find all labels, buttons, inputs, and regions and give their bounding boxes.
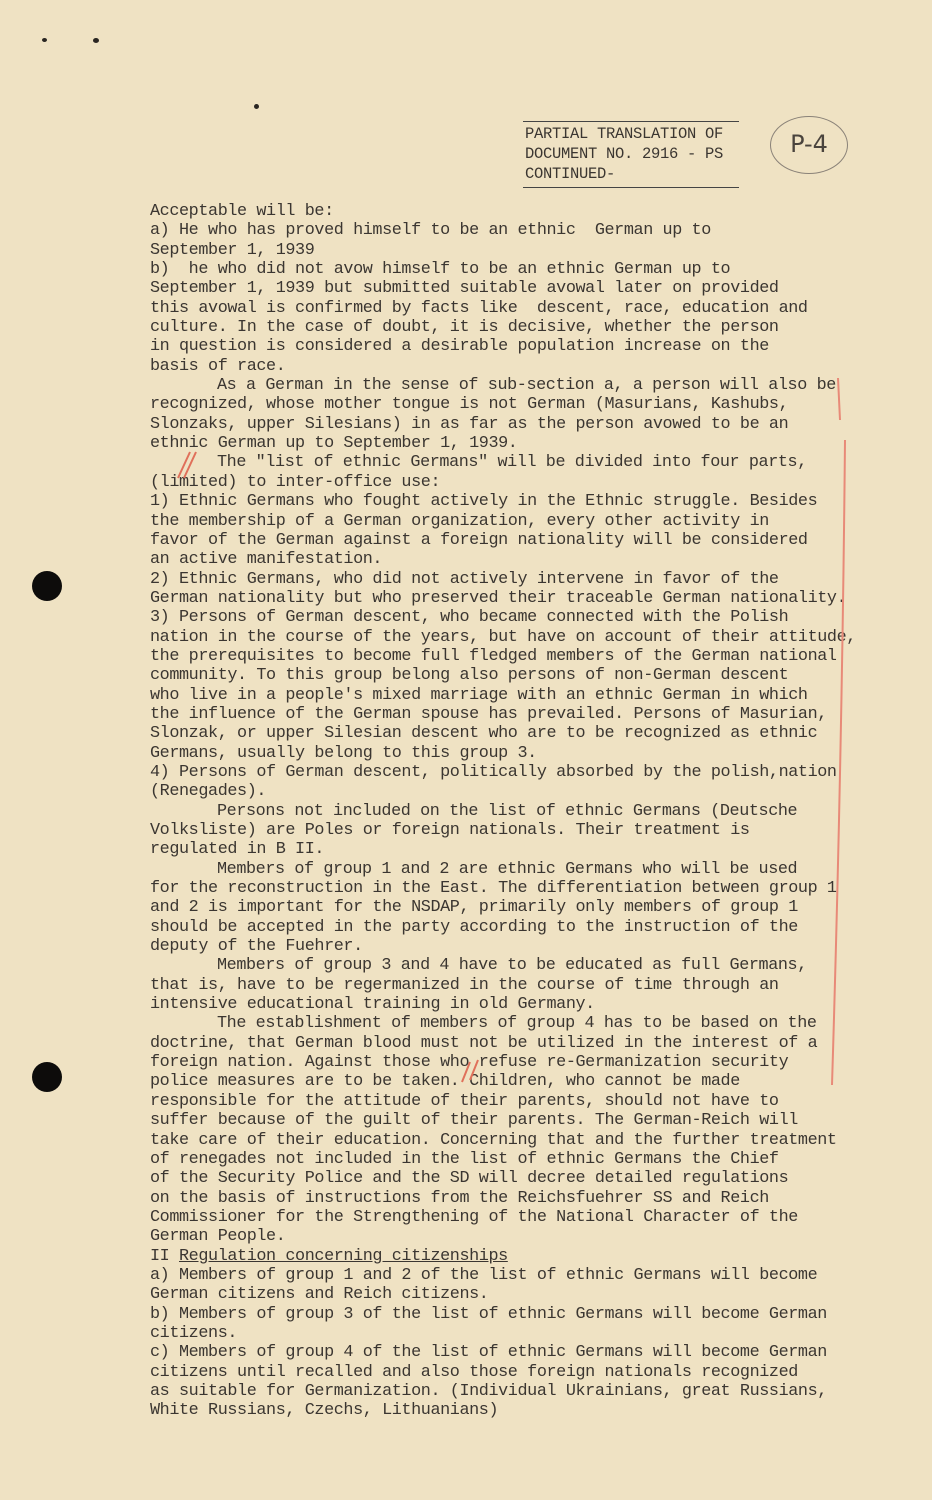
line-text: that is, have to be regermanized in the course of time through an	[150, 975, 779, 995]
document-header	[523, 121, 739, 188]
text-line	[150, 686, 870, 705]
text-line	[150, 1363, 870, 1382]
line-text: Germans, usually belong to this group 3.	[150, 743, 537, 763]
text-line	[150, 1034, 870, 1053]
line-text: White Russians, Czechs, Lithuanians)	[150, 1401, 499, 1421]
text-line	[150, 744, 870, 763]
line-text: II	[150, 1246, 180, 1266]
text-line	[150, 434, 870, 453]
line-text: The "list of ethnic Germans" will be divided into four parts,	[217, 453, 807, 473]
line-text: this avowal is confirmed by facts like descent, race, education and	[150, 298, 808, 318]
text-line	[150, 473, 870, 492]
line-text: basis of race.	[150, 356, 286, 376]
text-line	[150, 299, 870, 318]
text-line	[150, 1014, 870, 1033]
text-line	[150, 531, 870, 550]
text-line	[150, 1227, 870, 1246]
line-text: culture. In the case of doubt, it is decisive, whether the person	[150, 318, 779, 338]
text-line	[150, 1247, 870, 1266]
text-line	[150, 666, 870, 685]
line-text: as suitable for Germanization. (Individual Ukrainians, great Russians,	[150, 1381, 827, 1401]
line-text: a) Members of group 1 and 2 of the list of ethnic Germans will become	[150, 1265, 818, 1285]
line-text: Slonzaks, upper Silesians) in as far as the person avowed to be an	[150, 414, 789, 434]
text-line	[150, 570, 870, 589]
line-text: German nationality but who preserved their traceable German nationality.	[150, 588, 847, 608]
text-line	[150, 1092, 870, 1111]
line-text: 3) Persons of German descent, who became connected with the Polish	[150, 608, 789, 628]
header-line: DOCUMENT NO. 2916 - PS	[525, 145, 724, 163]
text-line	[150, 279, 870, 298]
text-line	[150, 1150, 870, 1169]
line-text: who live in a people's mixed marriage with an ethnic German in which	[150, 685, 808, 705]
punch-hole	[32, 1062, 62, 1092]
line-text: Slonzak, or upper Silesian descent who are to be recognized as ethnic	[150, 724, 818, 744]
line-text: Commissioner for the Strengthening of the National Character of the	[150, 1207, 798, 1227]
line-text: the membership of a German organization, every other activity in	[150, 511, 769, 531]
line-text: German citizens and Reich citizens.	[150, 1285, 489, 1305]
line-text: doctrine, that German blood must not be utilized in the interest of a	[150, 1033, 818, 1053]
text-line	[150, 1169, 870, 1188]
line-text: should be accepted in the party according to the instruction of the	[150, 917, 798, 937]
text-line	[150, 821, 870, 840]
text-line	[150, 879, 870, 898]
line-text: responsible for the attitude of their parents, should not have to	[150, 1091, 779, 1111]
line-text: recognized, whose mother tongue is not German (Masurians, Kashubs,	[150, 395, 789, 415]
line-text: 1) Ethnic Germans who fought actively in the Ethnic struggle. Besides	[150, 492, 818, 512]
line-text: the prerequisites to become full fledged members of the German national	[150, 646, 837, 666]
text-line	[150, 1072, 870, 1091]
text-line	[150, 202, 870, 221]
text-line	[150, 628, 870, 647]
text-line	[150, 1324, 870, 1343]
text-line	[150, 608, 870, 627]
text-line	[150, 241, 870, 260]
line-text: Persons not included on the list of ethnic Germans (Deutsche	[217, 801, 798, 821]
section-heading: Regulation concerning citizenships	[179, 1246, 508, 1266]
header-line: CONTINUED-	[525, 165, 616, 183]
text-line	[150, 1382, 870, 1401]
text-line	[150, 1111, 870, 1130]
line-text: favor of the German against a foreign nationality will be considered	[150, 530, 808, 550]
text-line	[150, 1343, 870, 1362]
text-line	[150, 724, 870, 743]
text-line	[150, 492, 870, 511]
text-line	[150, 1208, 870, 1227]
line-text: c) Members of group 4 of the list of ethnic Germans will become German	[150, 1343, 827, 1363]
text-line	[150, 647, 870, 666]
line-text: the influence of the German spouse has prevailed. Persons of Masurian,	[150, 704, 827, 724]
text-line	[150, 976, 870, 995]
line-text: on the basis of instructions from the Reichsfuehrer SS and Reich	[150, 1188, 769, 1208]
line-text: suffer because of the guilt of their parents. The German-Reich will	[150, 1111, 798, 1131]
text-line	[150, 1266, 870, 1285]
line-text: The establishment of members of group 4 has to be based on the	[217, 1014, 817, 1034]
line-text: foreign nation. Against those who refuse re-Germanization security	[150, 1053, 789, 1073]
line-text: police measures are to be taken. Children, who cannot be made	[150, 1072, 740, 1092]
line-text: of the Security Police and the SD will decree detailed regulations	[150, 1169, 789, 1189]
paper-speck	[254, 104, 259, 109]
text-line	[150, 357, 870, 376]
line-text: (Renegades).	[150, 782, 267, 802]
line-text: nation in the course of the years, but have on account of their attitude,	[150, 627, 856, 647]
text-line	[150, 840, 870, 859]
line-text: community. To this group belong also persons of non-German descent	[150, 666, 789, 686]
page-mark-handwritten: P-4	[770, 116, 848, 174]
text-line	[150, 1305, 870, 1324]
punch-hole	[32, 571, 62, 601]
text-line	[150, 705, 870, 724]
text-line	[150, 1053, 870, 1072]
line-text: Volksliste) are Poles or foreign nationals. Their treatment is	[150, 821, 750, 840]
text-line	[150, 260, 870, 279]
text-line	[150, 376, 870, 395]
line-text: an active manifestation.	[150, 550, 383, 570]
text-line	[150, 956, 870, 975]
line-text: a) He who has proved himself to be an ethnic German up to	[150, 221, 711, 241]
line-text: ethnic German up to September 1, 1939.	[150, 434, 518, 454]
line-text: deputy of the Fuehrer.	[150, 937, 363, 957]
text-line	[150, 782, 870, 801]
text-line	[150, 918, 870, 937]
line-text: Members of group 1 and 2 are ethnic Germans who will be used	[217, 859, 798, 879]
line-text: 4) Persons of German descent, politically absorbed by the polish,nation	[150, 762, 837, 782]
text-line	[150, 221, 870, 240]
text-line	[150, 415, 870, 434]
line-text: intensive educational training in old Germany.	[150, 995, 595, 1015]
text-line	[150, 995, 870, 1014]
text-line	[150, 337, 870, 356]
document-body	[150, 202, 870, 1421]
line-text: Acceptable will be:	[150, 202, 334, 221]
text-line	[150, 937, 870, 956]
line-text: b) he who did not avow himself to be an ethnic German up to	[150, 260, 731, 280]
text-line	[150, 395, 870, 414]
line-text: September 1, 1939 but submitted suitable avowal later on provided	[150, 279, 779, 299]
paper-speck	[93, 38, 99, 43]
line-text: citizens until recalled and also those foreign nationals recognized	[150, 1362, 798, 1382]
line-text: and 2 is important for the NSDAP, primarily only members of group 1	[150, 898, 798, 918]
line-text: German People.	[150, 1227, 286, 1247]
text-line	[150, 802, 870, 821]
text-line	[150, 512, 870, 531]
line-text: September 1, 1939	[150, 240, 315, 260]
line-text: As a German in the sense of sub-section a, a person will also be	[217, 376, 836, 396]
text-line	[150, 860, 870, 879]
text-line	[150, 550, 870, 569]
line-text: of renegades not included in the list of ethnic Germans the Chief	[150, 1149, 779, 1169]
text-line	[150, 453, 870, 472]
line-text: take care of their education. Concerning that and the further treatment	[150, 1130, 837, 1150]
text-line	[150, 589, 870, 608]
line-text: b) Members of group 3 of the list of ethnic Germans will become German	[150, 1304, 827, 1324]
line-text: (limited) to inter-office use:	[150, 472, 441, 492]
paper-speck	[42, 38, 47, 42]
line-text: for the reconstruction in the East. The differentiation between group 1	[150, 879, 837, 899]
text-line	[150, 898, 870, 917]
text-line	[150, 1189, 870, 1208]
line-text: citizens.	[150, 1323, 238, 1343]
text-line	[150, 1285, 870, 1304]
line-text: 2) Ethnic Germans, who did not actively intervene in favor of the	[150, 569, 779, 589]
line-text: in question is considered a desirable population increase on the	[150, 337, 769, 357]
line-text: regulated in B II.	[150, 840, 325, 860]
header-line: PARTIAL TRANSLATION OF	[525, 125, 724, 143]
line-text: Members of group 3 and 4 have to be educated as full Germans,	[217, 956, 807, 976]
text-line	[150, 318, 870, 337]
text-line	[150, 763, 870, 782]
text-line	[150, 1131, 870, 1150]
text-line	[150, 1401, 870, 1420]
